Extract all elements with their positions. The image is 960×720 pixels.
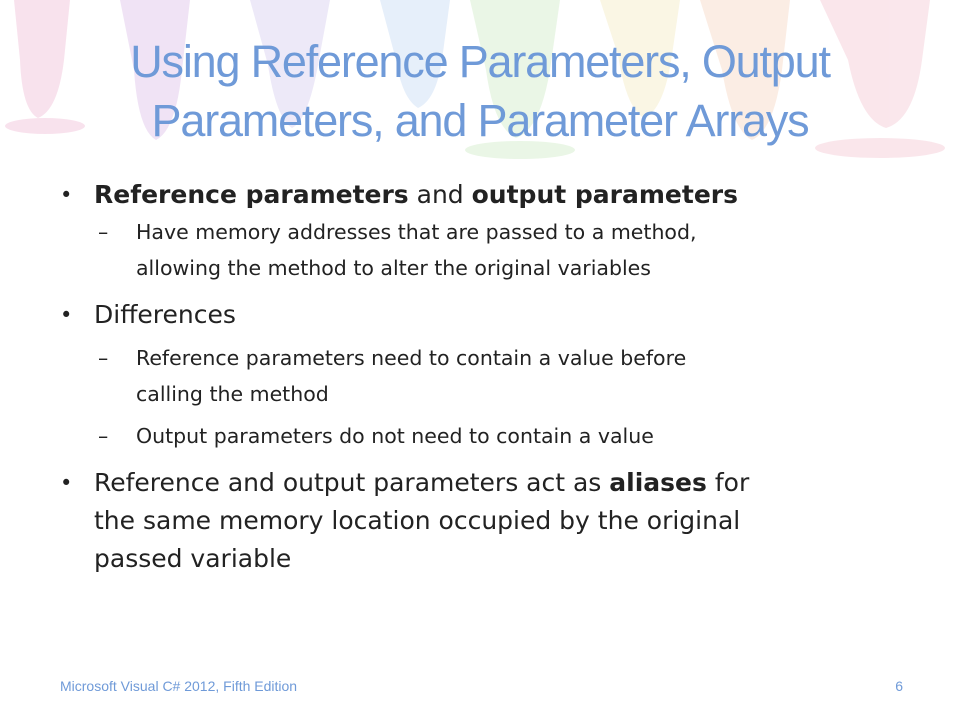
sub-bullet-2-1-line-1: Reference parameters need to contain a value before — [136, 346, 687, 370]
bullet-3-line-3: passed variable — [94, 544, 292, 573]
bullet-1-connector: and — [408, 180, 472, 209]
title-line-2: Parameters, and Parameter Arrays — [151, 95, 809, 146]
bullet-3-line-2: the same memory location occupied by the original — [94, 506, 741, 535]
sub-bullet-1-1-line-2: allowing the method to alter the original variables — [136, 256, 651, 280]
sub-bullet-2-2-text: Output parameters do not need to contain a value — [136, 424, 654, 448]
bullet-3-post: for — [706, 468, 750, 497]
sub-bullet-1-1-line-1: Have memory addresses that are passed to a method, — [136, 220, 697, 244]
dash-icon: – — [98, 346, 109, 370]
dash-icon: – — [98, 424, 109, 448]
bullet-2 — [60, 296, 890, 334]
bullet-1-bold-1: Reference parameters — [94, 180, 409, 209]
dash-icon: – — [98, 220, 109, 244]
footer-book-title: Microsoft Visual C# 2012, Fifth Edition — [60, 678, 298, 694]
title-line-1: Using Reference Parameters, Output — [130, 36, 830, 87]
bullet-dot-icon: • — [60, 183, 73, 207]
bullet-1 — [60, 176, 890, 214]
bullet-2-text: Differences — [94, 300, 236, 329]
sub-bullet-1-1 — [60, 214, 890, 286]
slide-title — [60, 32, 900, 150]
sub-bullet-2-1-line-2: calling the method — [136, 382, 329, 406]
slide-body — [60, 176, 890, 578]
sub-bullet-2-1 — [60, 340, 890, 412]
bullet-3-bold: aliases — [609, 468, 707, 497]
bullet-1-bold-2: output parameters — [471, 180, 738, 209]
bullet-3-pre: Reference and output parameters act as — [94, 468, 610, 497]
bullet-3 — [60, 464, 890, 578]
footer-page-number: 6 — [895, 678, 903, 694]
sub-bullet-2-2 — [60, 418, 890, 454]
bullet-dot-icon: • — [60, 303, 73, 327]
bullet-dot-icon: • — [60, 471, 73, 495]
